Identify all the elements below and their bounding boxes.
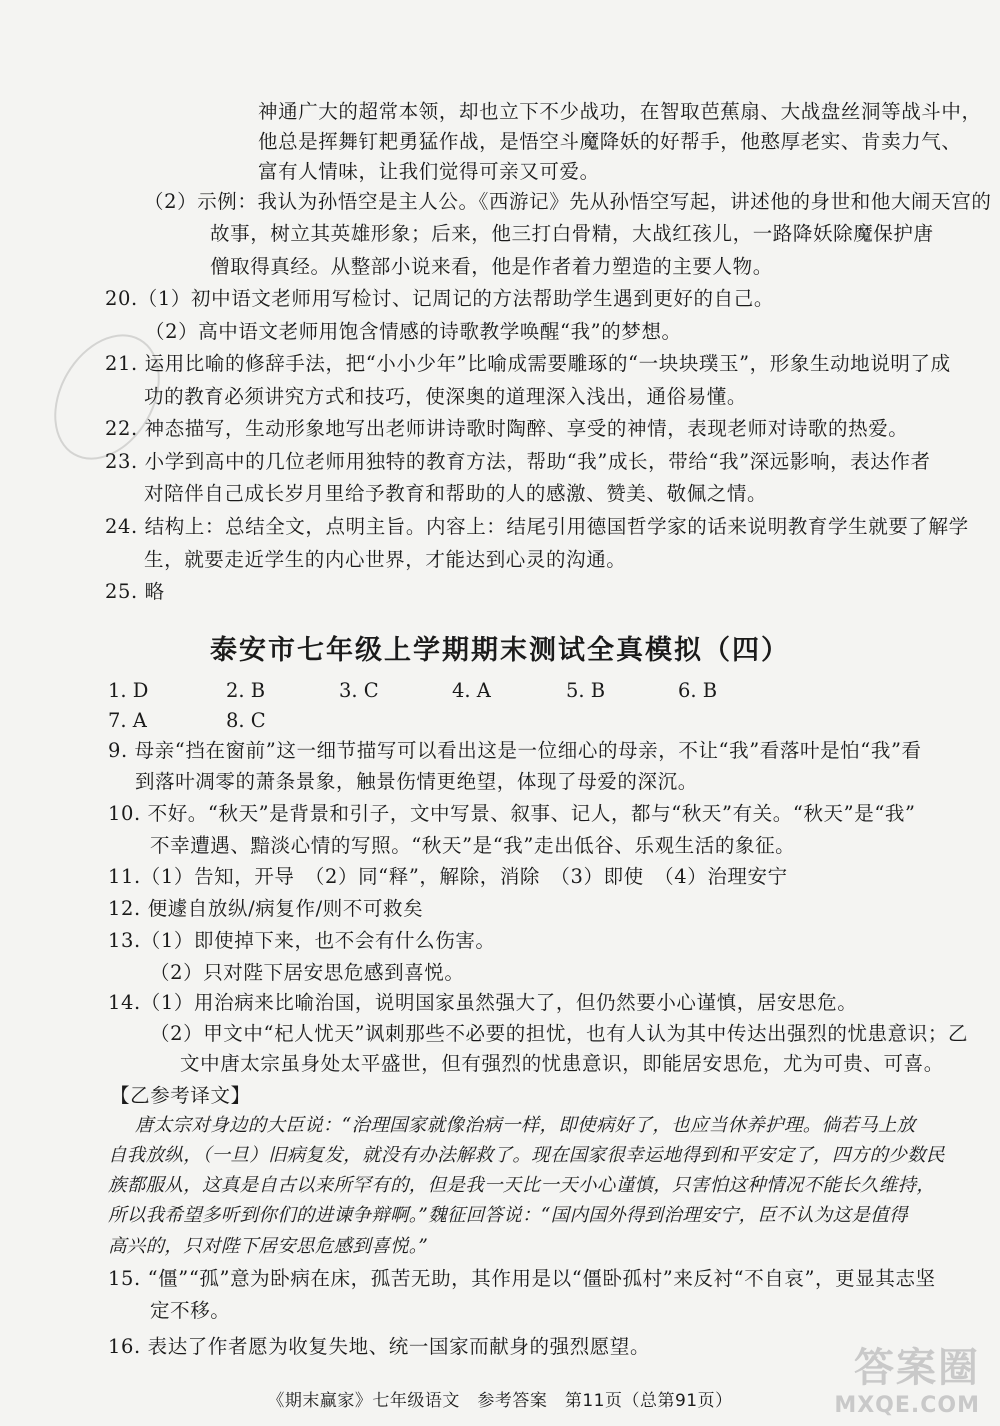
mc-answer: 8. C bbox=[226, 709, 266, 732]
answer-line: 23. 小学到高中的几位老师用独特的教育方法，帮助“我”成长，带给“我”深远影响，表达作者 bbox=[105, 450, 931, 473]
answer-line: 不幸遭遇、黯淡心情的写照。“秋天”是“我”走出低谷、乐观生活的象征。 bbox=[150, 834, 796, 857]
answer-line: 对陪伴自己成长岁月里给予教育和帮助的人的感激、赞美、敬佩之情。 bbox=[144, 482, 768, 505]
answer-line: 25. 略 bbox=[105, 580, 165, 603]
mc-answer: 6. B bbox=[678, 679, 718, 702]
translation-line: 自我放纵，（一旦）旧病复发，就没有办法解救了。现在国家很幸运地得到和平安定了，四方的少数民 bbox=[108, 1145, 945, 1166]
answer-line: 24. 结构上：总结全文，点明主旨。内容上：结尾引用德国哲学家的话来说明教育学生就要了解学 bbox=[105, 515, 969, 538]
translation-line: 族都服从，这真是自古以来所罕有的，但是我一天比一天小心谨慎，只害怕这种情况不能长久维持， bbox=[108, 1175, 936, 1196]
section-title: 泰安市七年级上学期期末测试全真模拟（四） bbox=[210, 635, 790, 666]
answer-line: 11.（1）告知，开导 （2）同“释”，解除，消除 （3）即使 （4）治理安宁 bbox=[108, 865, 788, 888]
answer-line: （2）高中语文老师用饱含情感的诗歌教学唤醒“我”的梦想。 bbox=[145, 320, 682, 343]
mc-answer: 2. B bbox=[226, 679, 266, 702]
answer-line: 故事，树立其英雄形象；后来，他三打白骨精，大战红孩儿，一路降妖除魔保护唐 bbox=[210, 222, 934, 245]
mc-answer: 3. C bbox=[339, 679, 379, 702]
answer-line: 僧取得真经。从整部小说来看，他是作者着力塑造的主要人物。 bbox=[210, 255, 773, 278]
translation-line: 所以我希望多听到你们的进谏争辩啊。”魏征回答说：“国内国外得到治理安宁，臣不认为这是值得 bbox=[108, 1205, 908, 1226]
answer-line: 13.（1）即使掉下来，也不会有什么伤害。 bbox=[108, 929, 496, 952]
answer-line: 到落叶凋零的萧条景象，触景伤情更绝望，体现了母爱的深沉。 bbox=[135, 770, 698, 793]
answer-line: 文中唐太宗虽身处太平盛世，但有强烈的忧患意识，即能居安思危，尤为可贵、可喜。 bbox=[180, 1052, 944, 1075]
answer-line: 21. 运用比喻的修辞手法，把“小小少年”比喻成需要雕琢的“一块块璞玉”，形象生动地说明了成 bbox=[105, 352, 951, 375]
answer-line: 定不移。 bbox=[150, 1299, 231, 1322]
mc-answer: 5. B bbox=[566, 679, 606, 702]
translation-line: 高兴的，只对陛下居安思危感到喜悦。” bbox=[108, 1236, 429, 1257]
answer-line: 9. 母亲“挡在窗前”这一细节描写可以看出这是一位细心的母亲，不让“我”看落叶是怕“我”看 bbox=[108, 739, 922, 762]
answer-line: （2）只对陛下居安思危感到喜悦。 bbox=[150, 961, 465, 984]
translation-line: 唐太宗对身边的大臣说：“治理国家就像治病一样，即使病好了，也应当休养护理。倘若马上放 bbox=[135, 1115, 916, 1136]
answer-line: 10. 不好。“秋天”是背景和引子，文中写景、叙事、记人，都与“秋天”有关。“秋天”是“我” bbox=[108, 802, 916, 825]
answer-line: 富有人情味，让我们觉得可亲又可爱。 bbox=[258, 160, 600, 183]
answer-line: （2）甲文中“杞人忧天”讽刺那些不必要的担忧，也有人认为其中传达出强烈的忧患意识；乙 bbox=[150, 1022, 969, 1045]
watermark-logo: 答案圈 MXQE.COM bbox=[834, 1345, 980, 1418]
page-footer: 《期末赢家》七年级语文 参考答案 第11页（总第91页） bbox=[267, 1391, 733, 1411]
answer-line: 他总是挥舞钉耙勇猛作战，是悟空斗魔降妖的好帮手，他憨厚老实、肯卖力气、 bbox=[258, 130, 962, 153]
mc-answer: 1. D bbox=[108, 679, 149, 702]
mc-answer: 7. A bbox=[108, 709, 147, 732]
translation-heading: 【乙参考译文】 bbox=[110, 1084, 251, 1107]
answer-line: （2）示例：我认为孙悟空是主人公。《西游记》先从孙悟空写起，讲述他的身世和他大闹天宫的 bbox=[144, 190, 992, 213]
answer-line: 生，就要走近学生的内心世界，才能达到心灵的沟通。 bbox=[144, 548, 627, 571]
answer-line: 16. 表达了作者愿为收复失地、统一国家而献身的强烈愿望。 bbox=[108, 1335, 651, 1358]
answer-line: 22. 神态描写，生动形象地写出老师讲诗歌时陶醉、享受的神情，表现老师对诗歌的热爱。 bbox=[105, 417, 909, 440]
answer-line: 神通广大的超常本领，却也立下不少战功，在智取芭蕉扇、大战盘丝洞等战斗中， bbox=[258, 100, 982, 123]
answer-line: 15. “僵”“孤”意为卧病在床，孤苦无助，其作用是以“僵卧孤村”来反衬“不自哀”，更显其志坚 bbox=[108, 1267, 936, 1290]
answer-line: 20.（1）初中语文老师用写检讨、记周记的方法帮助学生遇到更好的自己。 bbox=[105, 287, 774, 310]
answer-line: 14.（1）用治病来比喻治国，说明国家虽然强大了，但仍然要小心谨慎，居安思危。 bbox=[108, 991, 858, 1014]
mc-answer: 4. A bbox=[452, 679, 491, 702]
answer-line: 12. 便遽自放纵/病复作/则不可救矣 bbox=[108, 897, 424, 920]
answer-line: 功的教育必须讲究方式和技巧，使深奥的道理深入浅出，通俗易懂。 bbox=[144, 385, 748, 408]
